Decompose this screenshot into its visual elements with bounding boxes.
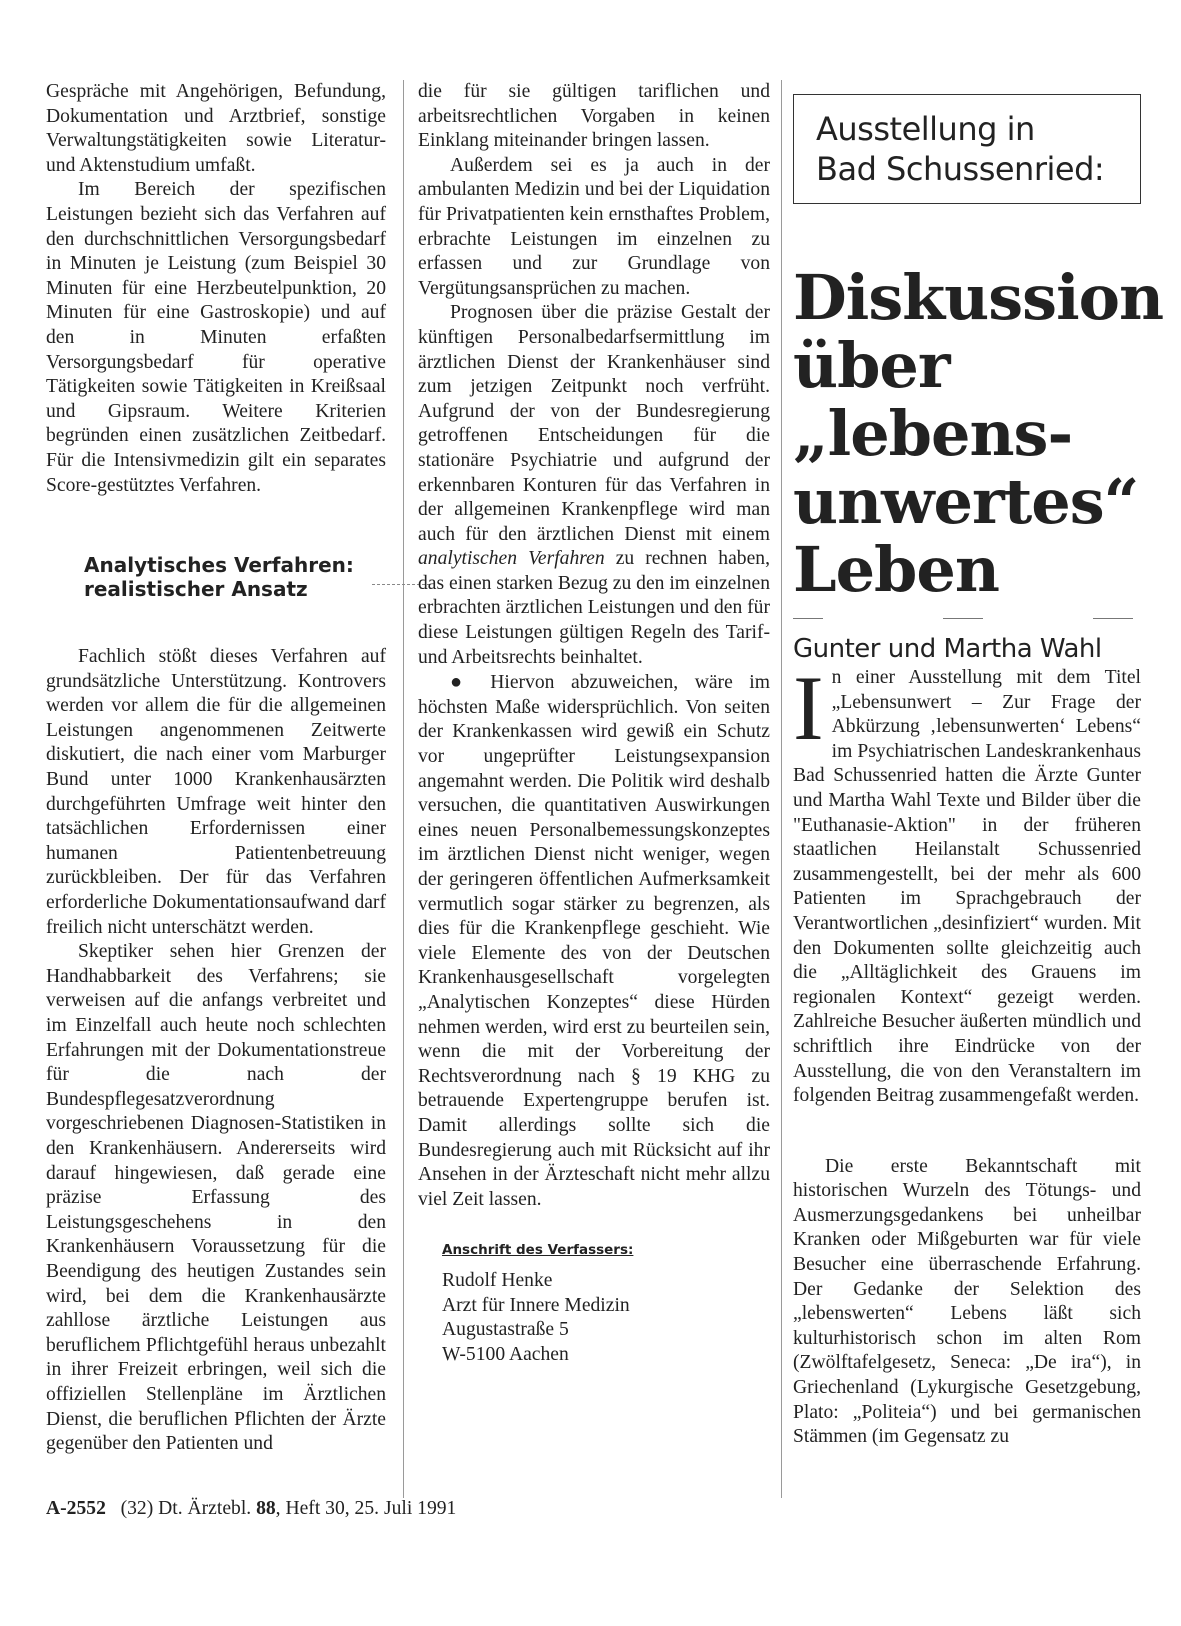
- section-heading: [84, 553, 386, 601]
- text-run: zu rechnen haben, das einen starken Bezug zu den im einzelnen erbrachten ärztlichen Leistungen und den für diese Leistungen gültigen Regeln des Tarif- und Arbeitsrechts beinhaltet.: [418, 548, 771, 668]
- address-line: Arzt für Innere Medizin: [442, 1294, 630, 1316]
- emphasis: analytischen Verfahren: [418, 548, 605, 570]
- bullet-icon: ●: [450, 671, 474, 694]
- paragraph: Skeptiker sehen hier Grenzen der Handhabbarkeit des Verfahrens; sie verweisen auf die anfangs verbreitet und im Einzelfall auch heute noch schlechten Erfahrungen mit der Dokumentationstreue für die nach der Bundespflegesatzverordnung vorgeschriebenen Diagnosen-Statistiken in den Krankenhäusern. Andererseits wird darauf hingewiesen, daß gerade eine präzise Erfassung des Leistungsgeschehens in den Krankenhäusern Voraussetzung für die Beendigung des heutigen Zustandes sein wird, bei dem die Krankenhausärzte zahllose ärztliche Leistungen aus beruflichem Pflichtgefühl heraus unbezahlt in ihrer Freizeit erbringen, weil sich die offiziellen Stellenpläne im Ärztlichen Dienst, die beruflichen Pflichten der Ärzte gegenüber den Patienten und: [46, 941, 386, 1455]
- column-divider: [781, 80, 782, 1498]
- section-heading-line: realistischer Ansatz: [84, 577, 308, 602]
- paragraph: die für sie gültigen tariflichen und arbeitsrechtlichen Vorgaben in keinen Einklang miteinander bringen lassen.: [418, 81, 770, 152]
- kicker-line: Bad Schussenried:: [816, 150, 1105, 188]
- page-number: A-2552: [46, 1498, 106, 1519]
- column-divider: [403, 80, 404, 1498]
- address-line: Rudolf Henke: [442, 1269, 553, 1291]
- text-run: Hiervon abzuweichen, wäre im höchsten Maße widersprüchlich. Von seiten der Krankenkassen wird gewiß ein Schutz vor ungeprüfter Leistungsexpansion angemahnt werden. Die Politik wird deshalb versuchen, die quantitativen Auswirkungen eines neuen Personalbemessungskonzeptes im ärztlichen Dienst nicht weniger, wegen der geringeren öffentlichen Aufmerksamkeit vermutlich sogar stärker zu begrenzen, als dies für die Krankenpflege geschieht. Wie viele Elemente des von der Deutschen Krankenhausgesellschaft vorgelegten „Analytischen Konzeptes“ diese Hürden nehmen werden, wird erst zu beurteilen sein, wenn die mit der Vorbereitung der Rechtsverordnung nach § 19 KHG zu betrauende Expertengruppe berufen ist. Damit allerdings sollte sich die Bundesregierung auch mit Rücksicht auf ihr Ansehen in der Ärzteschaft nicht mehr allzu viel Zeit lassen.: [418, 672, 770, 1210]
- text-run: n einer Ausstellung mit dem Titel „Lebensunwert – Zur Frage der Abkürzung ‚lebensunwerten‘ Lebens“ im Psychiatrischen Landeskrankenhaus Bad Schussenried hatten die Ärzte Gunter und Martha Wahl Texte und Bilder über die "Euthanasie-Aktion" in der früheren staatlichen Heilanstalt Schussenried zusammengestellt, bei der mehr als 600 Patienten im Sprachgebrauch der Verantwortlichen „desinfiziert“ wurden. Mit den Dokumenten sollte gleichzeitig auch die „Alltäglichkeit des Grauens im regionalen Kontext“ gezeigt werden. Zahlreiche Besucher äußerten mündlich und schriftlich ihre Eindrücke von der Ausstellung, die von den Veranstaltern im folgenden Beitrag zusammengefaßt werden.: [793, 667, 1141, 1107]
- address-line: Augustastraße 5: [442, 1319, 569, 1341]
- column-middle: [418, 80, 770, 1367]
- paragraph: Gespräche mit Angehörigen, Befundung, Dokumentation und Arztbrief, sonstige Verwaltungstätigkeiten sowie Literatur- und Aktenstudium umfaßt.: [46, 81, 386, 176]
- paragraph: Außerdem sei es ja auch in der ambulanten Medizin und bei der Liquidation für Privatpatienten kein ernsthaftes Problem, erbrachte Leistungen im einzelnen zu erfassen und zur Grundlage von Vergütungsansprüchen zu machen.: [418, 154, 770, 299]
- footer-issue: , Heft 30, 25. Juli 1991: [275, 1498, 457, 1519]
- article-authors: Gunter und Martha Wahl: [793, 634, 1102, 664]
- paragraph: [418, 670, 770, 1212]
- address-line: W-5100 Aachen: [442, 1343, 569, 1365]
- section-heading-line: Analytisches Verfahren:: [84, 553, 354, 578]
- headline-line: „lebens-: [793, 397, 1073, 470]
- short-rule: [943, 618, 983, 619]
- paragraph: Im Bereich der spezifischen Leistungen bezieht sich das Verfahren auf den durchschnittlichen Versorgungsbedarf in Minuten je Leistung (zum Beispiel 30 Minuten für eine Herzbeutelpunktion, 20 Minuten für eine Gastroskopie) und auf den in Minuten erfaßten Versorgungsbedarf für operative Tätigkeiten sowie Tätigkeiten in Kreißsaal und Gipsraum. Weitere Kriterien begründen einen zusätzlichen Zeitbedarf. Für die Intensivmedizin gilt ein separates Score-gestütztes Verfahren.: [46, 179, 386, 496]
- headline-line: über: [793, 329, 950, 402]
- article-headline: [793, 261, 1164, 606]
- volume-number: 88: [256, 1498, 276, 1519]
- text-run: Prognosen über die präzise Gestalt der künftigen Personalbedarfsermittlung im ärztlichen Dienst der Krankenhäuser sind zum jetzigen Zeitpunkt noch verfrüht. Aufgrund der von der Bundesregierung getroffenen Entscheidungen für die stationäre Psychiatrie und aufgrund der erkennbaren Konturen für das Verfahren in der allgemeinen Krankenpflege wird man auch für den ärztlichen Dienst mit einem: [418, 302, 770, 545]
- lead-paragraph: [793, 657, 1141, 1109]
- paragraph: Fachlich stößt dieses Verfahren auf grundsätzliche Unterstützung. Kontrovers werden vor allem die für die allgemeinen Leistungen angenommenen Zeitwerte diskutiert, die nach einer vom Marburger Bund unter 1000 Krankenhausärzten durchgeführten Umfrage weit hinter den tatsächlichen Erfordernissen einer humanen Patientenbetreuung zurückbleiben. Der für das Verfahren erforderliche Dokumentationsaufwand darf freilich nicht unterschätzt werden.: [46, 646, 386, 938]
- short-rule: [793, 618, 823, 619]
- rule-ornament: [793, 618, 1141, 628]
- headline-line: Leben: [793, 533, 999, 606]
- column-left: [46, 80, 386, 1457]
- kicker-line: Ausstellung in: [816, 110, 1035, 148]
- paragraph: [418, 301, 770, 670]
- address-label: Anschrift des Verfassers:: [442, 1242, 634, 1259]
- short-rule: [1093, 618, 1133, 619]
- column-right: [793, 80, 1164, 1450]
- page-footer: [46, 1498, 456, 1520]
- author-address: [442, 1269, 770, 1367]
- headline-line: Diskussion: [793, 261, 1164, 334]
- paragraph: Die erste Bekanntschaft mit historischen Wurzeln des Tötungs- und Ausmerzungsgedankens bei unheilbar Kranken oder Mißgeburten war für viele Besucher eine überraschende Erfahrung. Der Gedanke der Selektion des „lebenswerten“ Lebens läßt sich kulturhistorisch schon im alten Rom (Zwölftafelgesetz, Seneca: „De ira“), in Griechenland (Lykurgische Gesetzgebung, Plato: „Politeia“) und bei germanischen Stämmen (im Gegensatz zu: [793, 1155, 1141, 1448]
- footer-citation: (32) Dt. Ärztebl.: [120, 1498, 257, 1519]
- drop-cap: I: [793, 657, 824, 759]
- kicker-box: [793, 94, 1141, 204]
- headline-line: unwertes“: [793, 465, 1139, 538]
